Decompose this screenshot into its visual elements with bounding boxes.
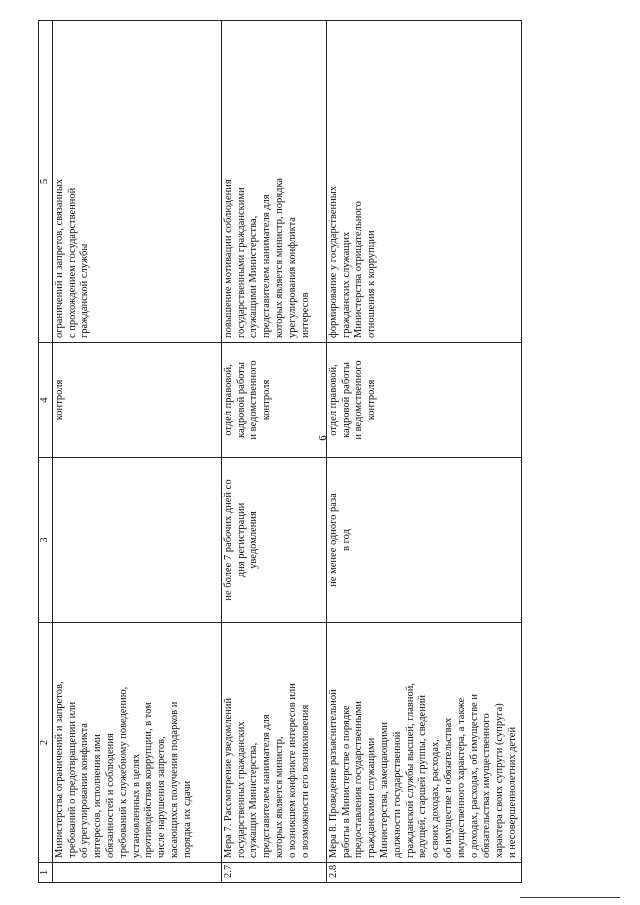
row-number <box>52 863 221 883</box>
rotated-table-wrapper <box>38 21 602 883</box>
measure-cell: Мера 8. Проведение разъяснительной работы в Министерстве о порядке предоставления государственными гражданскими служащими Министерства, замещающими должности государственной гражданской службы высшей, главной, ведущей, старшей группы, сведений о своих доходах, расходах, об имуществе и обязательствах имущественного характера, а также о доходах, расходах, об имуществе и обязательствах имущественного характера своих супруги (супруга) и несовершеннолетних детей <box>326 623 521 863</box>
measure-cell: Мера 7. Рассмотрение уведомлений государственных гражданских служащих Министерства, представителем нанимателя для которых является министр, о возникшем конфликте интересов или о возможности его возникновения <box>221 623 326 863</box>
table-row <box>221 21 326 883</box>
row-number: 2.8 <box>326 863 521 883</box>
measure-cell: Министерства ограничений и запретов, требований о предотвращении или об урегулировании конфликта интересов, исполнения ими обязанностей и соблюдения требований к служебному поведению, установленных в целях противодействия коррупции, в том числе нарушения запретов, касающихся получения подарков и порядка их сдачи <box>52 623 221 863</box>
term-cell <box>52 458 221 623</box>
column-header-5: 5 <box>39 21 53 343</box>
term-cell: не более 7 рабочих дней со дня регистрации уведомления <box>221 458 326 623</box>
table-row <box>326 21 521 883</box>
table-row <box>52 21 221 883</box>
column-header-4: 4 <box>39 343 53 458</box>
result-cell: формирование у государственных гражданских служащих Министерства отрицательного отношения к коррупции <box>326 21 521 343</box>
term-cell: не менее одного раза в год <box>326 458 521 623</box>
responsible-cell: отдел правовой, кадровой работы и ведомственного контроля <box>221 343 326 458</box>
result-cell: ограничений и запретов, связанных с прохождением государственной гражданской службы <box>52 21 221 343</box>
header-row <box>39 21 53 883</box>
responsible-cell: контроля <box>52 343 221 458</box>
scan-edge-line <box>520 897 620 898</box>
column-header-2: 2 <box>39 623 53 863</box>
column-header-3: 3 <box>39 458 53 623</box>
measures-table <box>38 20 522 883</box>
page-number: 6 <box>317 435 329 441</box>
column-header-1: 1 <box>39 863 53 883</box>
result-cell: повышение мотивации соблюдения государственными гражданскими служащими Министерства, представителем нанимателя для которых является министр, порядка урегулирования конфликта интересов <box>221 21 326 343</box>
row-number: 2.7 <box>221 863 326 883</box>
responsible-cell: отдел правовой, кадровой работы и ведомственного контроля <box>326 343 521 458</box>
